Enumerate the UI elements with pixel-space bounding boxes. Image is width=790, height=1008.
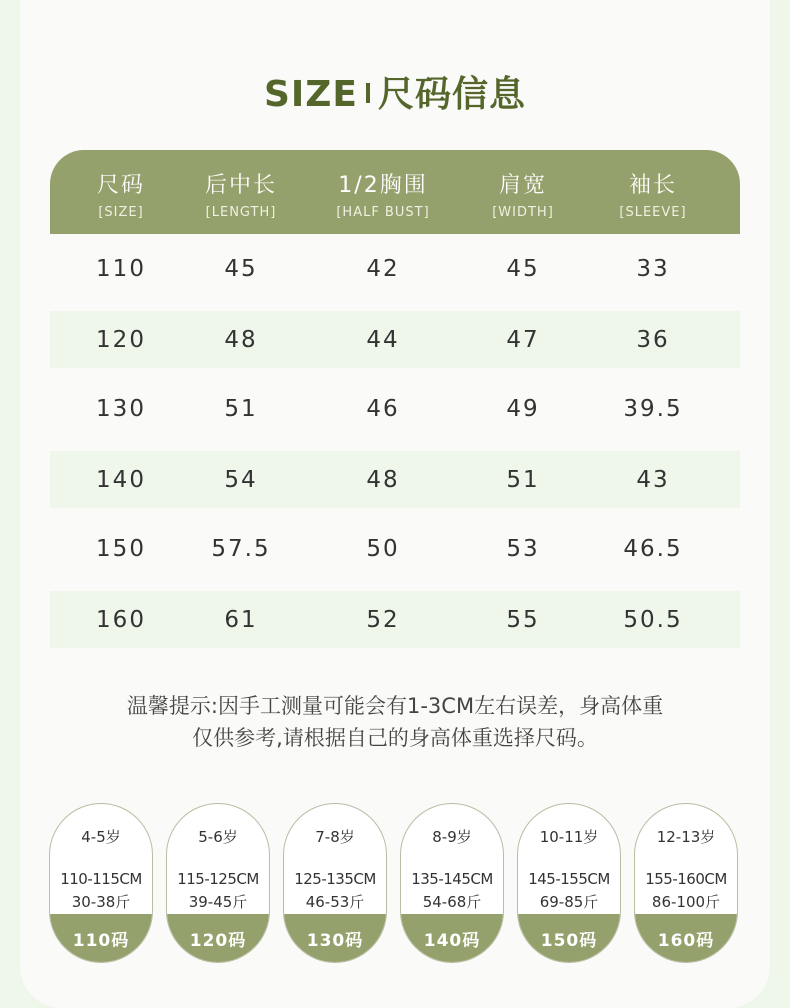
cell-size: 130 xyxy=(96,396,146,422)
cell-width: 55 xyxy=(506,606,540,633)
cell-length: 48 xyxy=(224,326,258,353)
cell-length: 61 xyxy=(224,606,258,633)
size-badge xyxy=(634,803,738,963)
badge-height: 115-125CM xyxy=(177,870,259,888)
badge-age: 12-13岁 xyxy=(656,828,716,846)
cell-sleeve: 46.5 xyxy=(623,536,683,562)
cell-half-bust: 44 xyxy=(366,326,400,353)
badge-weight: 46-53斤 xyxy=(305,893,365,911)
badge-age: 8-9岁 xyxy=(432,828,472,846)
cell-sleeve: 33 xyxy=(636,256,670,282)
cell-size: 150 xyxy=(96,536,146,562)
cell-sleeve: 36 xyxy=(636,326,670,353)
badge-weight: 86-100斤 xyxy=(651,893,721,911)
table-row xyxy=(50,234,740,304)
title-zh: 尺码信息 xyxy=(378,74,527,115)
badge-size-label: 160码 xyxy=(635,914,737,962)
badge-size-label: 140码 xyxy=(401,914,503,962)
cell-width: 47 xyxy=(506,326,540,353)
badge-weight: 39-45斤 xyxy=(188,893,248,911)
size-badge xyxy=(400,803,504,963)
badge-age: 7-8岁 xyxy=(315,828,355,846)
cell-width: 45 xyxy=(506,256,540,282)
size-badge xyxy=(166,803,270,963)
cell-sleeve: 43 xyxy=(636,466,670,493)
cell-sleeve: 39.5 xyxy=(623,396,683,422)
badge-height: 145-155CM xyxy=(528,870,610,888)
cell-length: 57.5 xyxy=(211,536,271,562)
size-badge xyxy=(517,803,621,963)
cell-size: 140 xyxy=(96,466,146,493)
page-title xyxy=(0,66,790,117)
header-length: 后中长 [LENGTH] xyxy=(204,173,277,220)
badge-weight: 30-38斤 xyxy=(71,893,131,911)
cell-half-bust: 50 xyxy=(366,536,400,562)
badge-age: 4-5岁 xyxy=(81,828,121,846)
cell-sleeve: 50.5 xyxy=(623,606,683,633)
size-guide-badges xyxy=(49,803,749,963)
table-row xyxy=(50,311,740,368)
badge-weight: 69-85斤 xyxy=(539,893,599,911)
header-size: 尺码 [SIZE] xyxy=(96,173,145,220)
size-table xyxy=(50,150,740,654)
table-row xyxy=(50,451,740,508)
cell-size: 120 xyxy=(96,326,146,353)
badge-height: 110-115CM xyxy=(60,870,142,888)
cell-size: 160 xyxy=(96,606,146,633)
badge-size-label: 130码 xyxy=(284,914,386,962)
badge-height: 155-160CM xyxy=(645,870,727,888)
title-en: SIZE xyxy=(263,74,358,115)
table-row xyxy=(50,374,740,444)
cell-half-bust: 52 xyxy=(366,606,400,633)
cell-half-bust: 46 xyxy=(366,396,400,422)
table-row xyxy=(50,591,740,648)
size-badge xyxy=(283,803,387,963)
table-row xyxy=(50,514,740,584)
badge-weight: 54-68斤 xyxy=(422,893,482,911)
cell-half-bust: 48 xyxy=(366,466,400,493)
badge-height: 135-145CM xyxy=(411,870,493,888)
cell-length: 54 xyxy=(224,466,258,493)
cell-width: 53 xyxy=(506,536,540,562)
badge-size-label: 110码 xyxy=(50,914,152,962)
badge-age: 10-11岁 xyxy=(539,828,599,846)
table-header xyxy=(50,150,740,234)
cell-length: 45 xyxy=(224,256,258,282)
cell-size: 110 xyxy=(96,256,146,282)
header-width: 肩宽 [WIDTH] xyxy=(492,173,554,220)
header-sleeve: 袖长 [SLEEVE] xyxy=(619,173,687,220)
cell-half-bust: 42 xyxy=(366,256,400,282)
badge-size-label: 120码 xyxy=(167,914,269,962)
cell-width: 49 xyxy=(506,396,540,422)
badge-age: 5-6岁 xyxy=(198,828,238,846)
cell-width: 51 xyxy=(506,466,540,493)
note-line-2: 仅供参考,请根据自己的身高体重选择尺码。 xyxy=(192,726,598,750)
title-separator xyxy=(366,83,370,103)
size-note xyxy=(0,690,790,754)
cell-length: 51 xyxy=(224,396,258,422)
note-line-1: 温馨提示:因手工测量可能会有1-3CM左右误差，身高体重 xyxy=(126,694,664,718)
size-badge xyxy=(49,803,153,963)
header-half-bust: 1/2胸围 [HALF BUST] xyxy=(336,173,430,220)
badge-size-label: 150码 xyxy=(518,914,620,962)
badge-height: 125-135CM xyxy=(294,870,376,888)
